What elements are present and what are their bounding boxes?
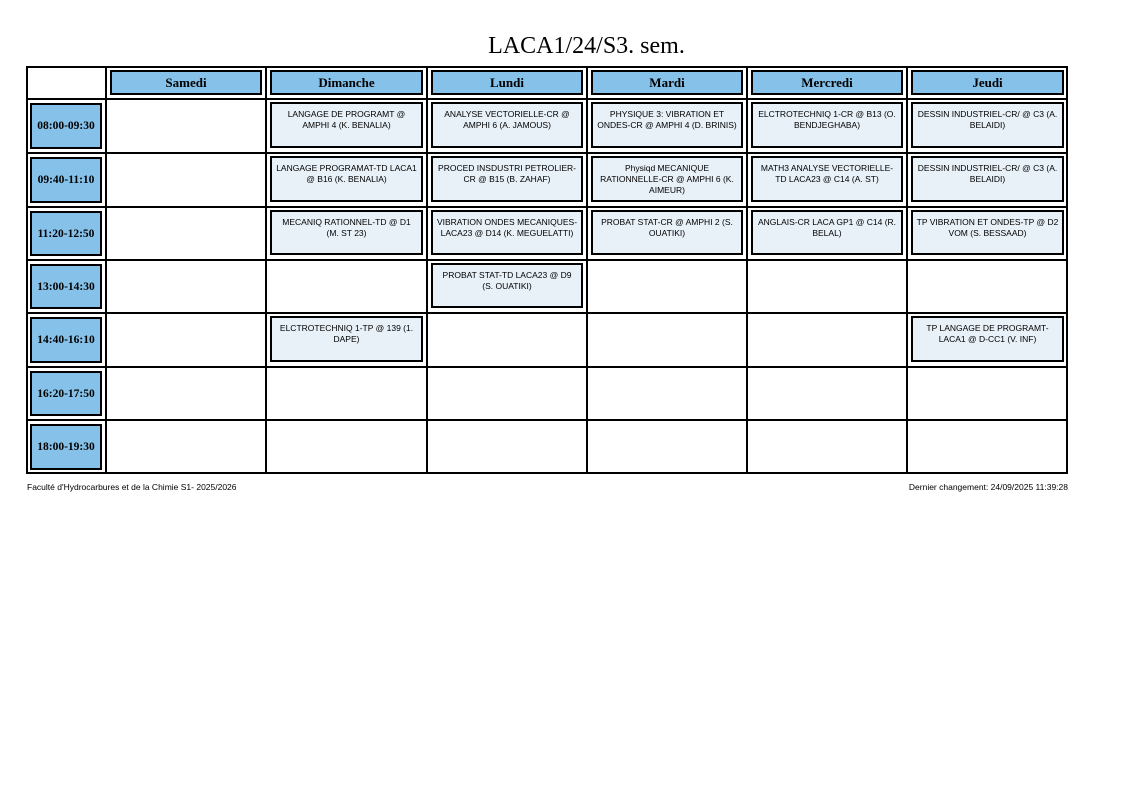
time-slot-header: 11:20-12:50: [30, 211, 102, 256]
grid-row-line: [26, 206, 1068, 208]
grid-column-line: [906, 66, 908, 474]
course-block[interactable]: PROBAT STAT-TD LACA23 @ D9 (S. OUATIKI): [431, 263, 583, 308]
course-block[interactable]: ANGLAIS-CR LACA GP1 @ C14 (R. BELAL): [751, 210, 903, 255]
day-header-jeudi: Jeudi: [911, 70, 1064, 95]
grid-column-line: [426, 66, 428, 474]
grid-column-line: [586, 66, 588, 474]
time-slot-header: 13:00-14:30: [30, 264, 102, 309]
day-header-samedi: Samedi: [110, 70, 262, 95]
footer-last-change: Dernier changement: 24/09/2025 11:39:28: [908, 482, 1068, 492]
timetable-grid: [26, 66, 1068, 474]
course-block[interactable]: LANGAGE PROGRAMAT-TD LACA1 @ B16 (K. BENALIA): [270, 156, 423, 202]
grid-column-line: [746, 66, 748, 474]
course-block[interactable]: PHYSIQUE 3: VIBRATION ET ONDES-CR @ AMPHI 4 (D. BRINIS): [591, 102, 743, 148]
day-header-dimanche: Dimanche: [270, 70, 423, 95]
grid-row-line: [26, 366, 1068, 368]
page-title: LACA1/24/S3. sem.: [488, 33, 685, 59]
course-block[interactable]: DESSIN INDUSTRIEL-CR/ @ C3 (A. BELAIDI): [911, 102, 1064, 148]
grid-column-line: [105, 66, 107, 474]
day-header-mardi: Mardi: [591, 70, 743, 95]
grid-row-line: [26, 98, 1068, 100]
course-block[interactable]: LANGAGE DE PROGRAMT @ AMPHI 4 (K. BENALIA): [270, 102, 423, 148]
time-slot-header: 14:40-16:10: [30, 317, 102, 363]
grid-row-line: [26, 259, 1068, 261]
course-block[interactable]: MECANIQ RATIONNEL-TD @ D1 (M. ST 23): [270, 210, 423, 255]
grid-row-line: [26, 312, 1068, 314]
time-slot-header: 09:40-11:10: [30, 157, 102, 203]
course-block[interactable]: MATH3 ANALYSE VECTORIELLE-TD LACA23 @ C14 (A. ST): [751, 156, 903, 202]
time-slot-header: 16:20-17:50: [30, 371, 102, 416]
grid-column-line: [265, 66, 267, 474]
course-block[interactable]: PROBAT STAT-CR @ AMPHI 2 (S. OUATIKI): [591, 210, 743, 255]
time-slot-header: 18:00-19:30: [30, 424, 102, 470]
day-header-lundi: Lundi: [431, 70, 583, 95]
course-block[interactable]: DESSIN INDUSTRIEL-CR/ @ C3 (A. BELAIDI): [911, 156, 1064, 202]
course-block[interactable]: ANALYSE VECTORIELLE-CR @ AMPHI 6 (A. JAMOUS): [431, 102, 583, 148]
footer-faculty: Faculté d'Hydrocarbures et de la Chimie S1- 2025/2026: [27, 482, 237, 492]
time-slot-header: 08:00-09:30: [30, 103, 102, 149]
course-block[interactable]: TP VIBRATION ET ONDES-TP @ D2 VOM (S. BESSAAD): [911, 210, 1064, 255]
course-block[interactable]: ELCTROTECHNIQ 1-CR @ B13 (O. BENDJEGHABA): [751, 102, 903, 148]
course-block[interactable]: Physiqd MECANIQUE RATIONNELLE-CR @ AMPHI 6 (K. AIMEUR): [591, 156, 743, 202]
grid-row-line: [26, 152, 1068, 154]
course-block[interactable]: VIBRATION ONDES MECANIQUES-LACA23 @ D14 (K. MEGUELATTI): [431, 210, 583, 255]
grid-row-line: [26, 419, 1068, 421]
day-header-mercredi: Mercredi: [751, 70, 903, 95]
course-block[interactable]: PROCED INSDUSTRI PETROLIER-CR @ B15 (B. ZAHAF): [431, 156, 583, 202]
course-block[interactable]: TP LANGAGE DE PROGRAMT-LACA1 @ D-CC1 (V. INF): [911, 316, 1064, 362]
course-block[interactable]: ELCTROTECHNIQ 1-TP @ 139 (1. DAPE): [270, 316, 423, 362]
